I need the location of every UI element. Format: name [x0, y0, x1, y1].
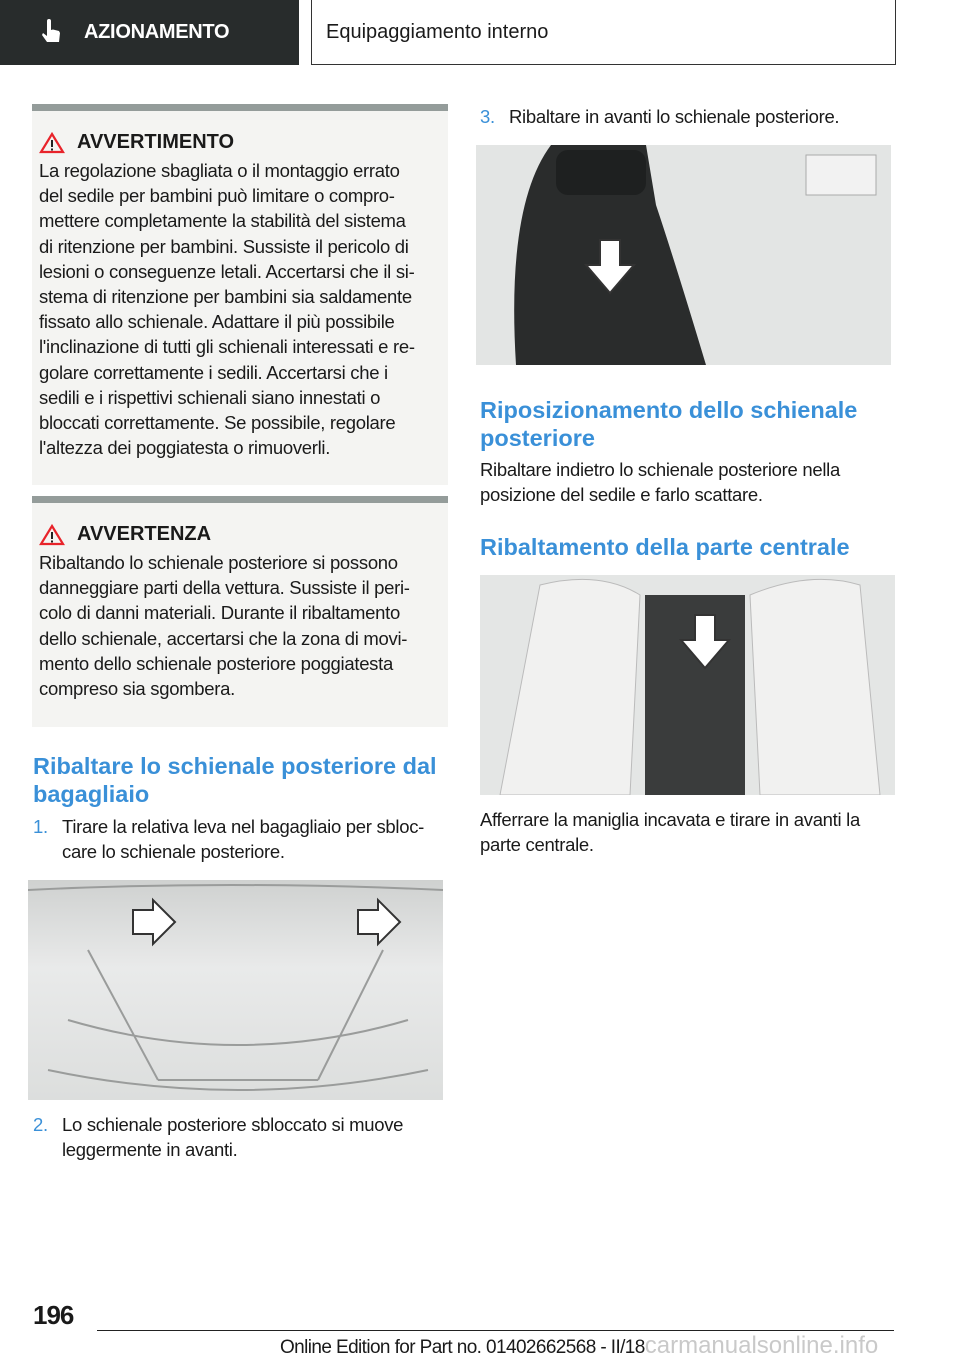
text-line: mento dello schienale posteriore poggiatesta — [39, 652, 393, 674]
step-number: 3. — [480, 106, 495, 127]
text-line: stema di ritenzione per bambini sia saldamente — [39, 286, 412, 308]
text-line: l'altezza dei poggiatesta o rimuoverli. — [39, 437, 331, 459]
text-line: Ribaltare in avanti lo schienale posteriore. — [509, 106, 840, 127]
hand-pointer-icon — [40, 19, 64, 47]
watermark: carmanualsonline.info — [644, 1332, 879, 1359]
text-line: care lo schienale posteriore. — [62, 841, 285, 863]
text-line: colo di danni materiali. Durante il ribaltamento — [39, 602, 400, 624]
step-1 — [33, 814, 424, 864]
step-2 — [33, 1112, 403, 1162]
step-3 — [480, 104, 839, 129]
text-line: l'inclinazione di tutti gli schienali interessati e re- — [39, 336, 415, 358]
body-text — [480, 457, 840, 507]
section-heading — [33, 752, 437, 808]
text-line: golare correttamente i sedili. Accertarsi che i — [39, 361, 388, 383]
step-number: 1. — [33, 816, 48, 837]
text-line: parte centrale. — [480, 834, 594, 856]
step-number: 2. — [33, 1114, 48, 1135]
text-line: Ribaltamento della parte centrale — [480, 534, 850, 560]
warning-text — [39, 158, 442, 460]
trunk-illustration — [28, 880, 443, 1100]
text-line: Riposizionamento dello schienale — [480, 397, 858, 423]
section-heading — [480, 396, 857, 452]
text-line: leggermente in avanti. — [62, 1139, 238, 1161]
edition-text: Online Edition for Part no. 01402662568 - II/18 — [280, 1337, 645, 1358]
text-line: bagagliaio — [33, 781, 150, 807]
step-text — [62, 814, 424, 864]
warning-title: AVVERTIMENTO — [77, 131, 235, 153]
warning-text — [39, 550, 442, 701]
footer-divider — [97, 1330, 894, 1331]
text-line: Tirare la relativa leva nel bagagliaio per sbloc- — [62, 816, 425, 837]
text-line: Ribaltare indietro lo schienale posteriore nella — [480, 459, 840, 480]
warning-title: AVVERTENZA — [77, 523, 212, 545]
center-section-illustration — [480, 575, 895, 795]
text-line: mettere completamente la stabilità del sistema — [39, 210, 406, 232]
step-text — [509, 104, 839, 129]
warning-triangle-icon — [39, 524, 65, 546]
text-line: posteriore — [480, 425, 595, 451]
text-line: di ritenzione per bambini. Sussiste il pericolo di — [39, 235, 409, 257]
section-heading — [480, 533, 850, 561]
text-line: del sedile per bambini può limitare o compro- — [39, 185, 395, 207]
step-text — [62, 1112, 403, 1162]
section-tab — [0, 0, 299, 65]
seat-fold-illustration — [476, 145, 891, 365]
text-line: posizione del sedile e farlo scattare. — [480, 484, 763, 506]
text-line: La regolazione sbagliata o il montaggio errato — [39, 160, 400, 181]
warning-box-2 — [32, 496, 448, 727]
text-line: sedili e i rispettivi schienali siano innestati o — [39, 386, 381, 408]
text-line: danneggiare parti della vettura. Sussiste il peri- — [39, 577, 410, 599]
warning-box-1 — [32, 104, 448, 485]
warning-triangle-icon — [39, 132, 65, 154]
trunk-drawing — [28, 880, 443, 1100]
seat-center-drawing — [480, 575, 895, 795]
text-line: lesioni o conseguenze letali. Accertarsi che il si- — [39, 260, 415, 282]
text-line: Lo schienale posteriore sbloccato si muove — [62, 1114, 404, 1135]
text-line: Afferrare la maniglia incavata e tirare in avanti la — [480, 809, 860, 830]
text-line: Ribaltando lo schienale posteriore si possono — [39, 552, 398, 573]
body-text — [480, 807, 860, 857]
text-line: bloccati correttamente. Se possibile, regolare — [39, 412, 396, 434]
seat-drawing — [476, 145, 891, 365]
chapter-title: Equipaggiamento interno — [311, 0, 896, 65]
page-number: 196 — [33, 1300, 74, 1330]
text-line: Ribaltare lo schienale posteriore dal — [33, 753, 437, 779]
text-line: fissato allo schienale. Adattare il più possibile — [39, 311, 395, 333]
section-title: AZIONAMENTO — [84, 21, 230, 43]
footer — [280, 1332, 878, 1360]
text-line: dello schienale, accertarsi che la zona di movi- — [39, 627, 408, 649]
text-line: compreso sia sgombera. — [39, 678, 235, 700]
